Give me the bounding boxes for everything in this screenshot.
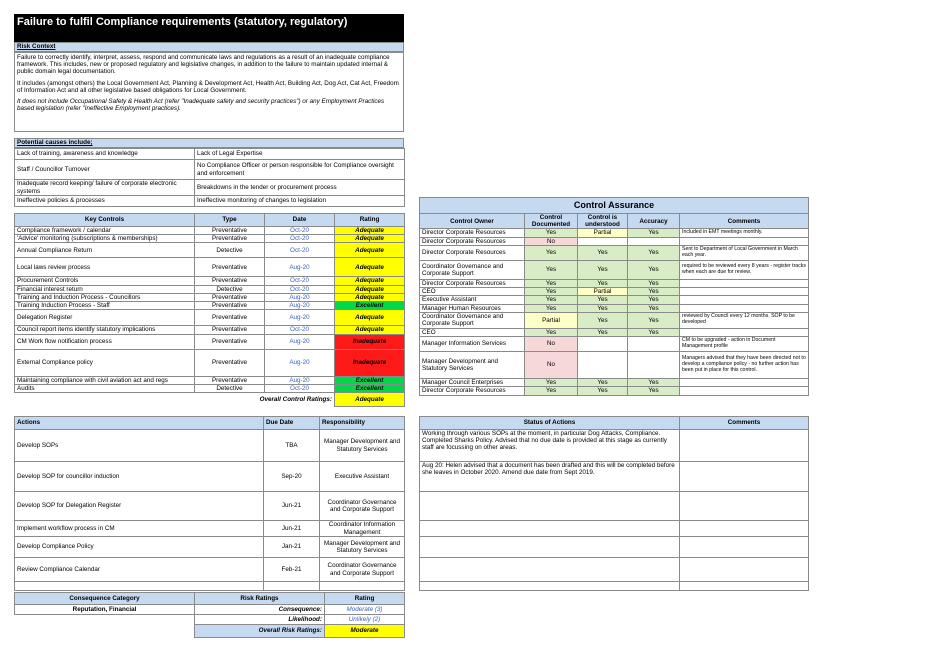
control-accuracy: Yes [628, 304, 680, 312]
action-responsibility: Coordinator Governance and Corporate Support [320, 492, 405, 521]
status-text [420, 558, 680, 582]
consequence-value: Moderate (3) [325, 605, 405, 615]
control-rating: Adequate [335, 285, 405, 293]
status-comment [680, 521, 809, 537]
cause-cell: Staff / Councillor Turnover [15, 160, 195, 180]
control-accuracy: Yes [628, 387, 680, 395]
control-documented: Yes [525, 279, 578, 287]
control-row [15, 302, 405, 310]
control-rating: Adequate [335, 235, 405, 243]
assurance-row [420, 279, 809, 287]
control-documented: Yes [525, 296, 578, 304]
control-owner: Manager Information Services [420, 337, 525, 352]
action-name: Develop Compliance Policy [15, 537, 264, 558]
empty-cell [15, 582, 264, 591]
control-understood: Yes [578, 304, 628, 312]
control-date: Oct-20 [265, 235, 335, 243]
controls-header-cell: Key Controls [15, 214, 195, 227]
action-name: Develop SOP for councillor induction [15, 462, 264, 492]
assurance-comment: CM to be upgraded - action in Document Management profile [680, 337, 809, 352]
control-owner: Executive Assistant [420, 296, 525, 304]
control-documented: Yes [525, 304, 578, 312]
control-name: Local laws review process [15, 258, 195, 277]
control-owner: Coordinator Governance and Corporate Support [420, 312, 525, 328]
action-due-date: TBA [264, 430, 320, 462]
assurance-row [420, 260, 809, 279]
control-name: Financial interest return [15, 285, 195, 293]
control-accuracy: Yes [628, 245, 680, 260]
control-documented: No [525, 237, 578, 245]
control-row [15, 235, 405, 243]
control-date: Oct-20 [265, 243, 335, 258]
action-name: Develop SOPs [15, 430, 264, 462]
status-row [420, 521, 809, 537]
action-name: Implement workflow process in CM [15, 521, 264, 537]
empty-cell [420, 582, 680, 591]
assurance-header-cell: Accuracy [628, 214, 680, 229]
control-documented: Yes [525, 245, 578, 260]
controls-header-cell: Rating [335, 214, 405, 227]
action-responsibility: Executive Assistant [320, 462, 405, 492]
cause-row [15, 160, 405, 180]
cause-cell: Inadequate record keeping/ failure of corporate electronic systems [15, 180, 195, 196]
control-owner: CEO [420, 288, 525, 296]
risk-rating-table [14, 592, 405, 638]
control-documented: Yes [525, 379, 578, 387]
control-type: Detective [195, 285, 265, 293]
assurance-header-cell: Comments [680, 214, 809, 229]
control-understood [578, 237, 628, 245]
control-name: External Compliance policy [15, 349, 195, 376]
controls-header-row [15, 214, 405, 227]
control-name: Audits [15, 384, 195, 392]
control-date: Aug-20 [265, 310, 335, 326]
control-row [15, 293, 405, 301]
control-understood: Yes [578, 296, 628, 304]
control-accuracy [628, 337, 680, 352]
control-understood: Yes [578, 312, 628, 328]
status-comment [680, 558, 809, 582]
assurance-row [420, 337, 809, 352]
control-accuracy: Yes [628, 279, 680, 287]
control-owner: Manager Council Enterprises [420, 379, 525, 387]
overall-risk-row [15, 625, 405, 638]
control-accuracy [628, 352, 680, 379]
control-type: Preventative [195, 258, 265, 277]
cause-row [15, 180, 405, 196]
empty-cell [15, 615, 195, 625]
assurance-comment: reviewed by Council every 12 months. SOP to be developed [680, 312, 809, 328]
control-name: CM Work flow notification process [15, 334, 195, 349]
status-header-row [420, 417, 809, 430]
assurance-row [420, 237, 809, 245]
control-documented: Yes [525, 229, 578, 237]
status-comment [680, 537, 809, 558]
cause-cell: Lack of Legal Expertise [195, 149, 405, 160]
status-comment [680, 492, 809, 521]
control-accuracy: Yes [628, 288, 680, 296]
control-documented: Yes [525, 260, 578, 279]
assurance-row [420, 229, 809, 237]
causes-heading: Potential causes include; [14, 138, 404, 148]
consequence-category: Reputation, Financial [15, 605, 195, 615]
action-name: Review Compliance Calendar [15, 558, 264, 582]
cause-cell: No Compliance Officer or person responsible for Compliance oversight and enforcement [195, 160, 405, 180]
control-name: Training Induction Process - Staff [15, 302, 195, 310]
control-row [15, 326, 405, 334]
control-row [15, 243, 405, 258]
control-name: Procurement Controls [15, 277, 195, 285]
empty-cell [320, 582, 405, 591]
control-name: Delegation Register [15, 310, 195, 326]
control-documented: Yes [525, 288, 578, 296]
actions-header-row [15, 417, 405, 430]
control-understood: Partial [578, 229, 628, 237]
assurance-comment: required to be reviewed every 8 years - register tracks when each are due for review. [680, 260, 809, 279]
control-date: Aug-20 [265, 302, 335, 310]
assurance-header-row [420, 214, 809, 229]
control-documented: Partial [525, 312, 578, 328]
assurance-comment [680, 237, 809, 245]
control-owner: Manager Development and Statutory Services [420, 352, 525, 379]
risk-context-paragraph-1: Failure to correctly identify, interpret, assess, respond and communicate laws and regulations as a result of an inadequate compliance framework. This includes, new or proposed regulatory and legislative changes, in addition to the failure to maintain updated internal & public domain legal documentation. [17, 54, 390, 76]
control-name: 'Advice' monitoring (subscriptions & memberships) [15, 235, 195, 243]
assurance-row [420, 379, 809, 387]
assurance-header-cell: Control Documented [525, 214, 578, 229]
action-name: Develop SOP for Delegation Register [15, 492, 264, 521]
cause-cell: Breakdowns in the tender or procurement process [195, 180, 405, 196]
status-comment [680, 430, 809, 462]
action-row [15, 558, 405, 582]
status-row [420, 492, 809, 521]
control-date: Aug-20 [265, 258, 335, 277]
control-date: Aug-20 [265, 349, 335, 376]
status-text: Aug 20: Helen advised that a document has been drafted and this will be completed before she leaves in October 2020. Amend due date from Sept 2019. [420, 462, 680, 492]
action-due-date: Sep-20 [264, 462, 320, 492]
control-type: Preventative [195, 293, 265, 301]
control-documented: No [525, 352, 578, 379]
control-rating: Adequate [335, 293, 405, 301]
control-name: Compliance framework / calendar [15, 227, 195, 235]
control-date: Oct-20 [265, 384, 335, 392]
assurance-row [420, 387, 809, 395]
control-rating: Adequate [335, 326, 405, 334]
control-type: Preventative [195, 376, 265, 384]
risk-header-row [15, 593, 405, 605]
empty-cell [680, 582, 809, 591]
control-owner: CEO [420, 328, 525, 336]
control-rating: Adequate [335, 243, 405, 258]
consequence-label: Consequence: [195, 605, 325, 615]
control-type: Preventative [195, 277, 265, 285]
assurance-header-cell: Control Owner [420, 214, 525, 229]
control-date: Aug-20 [265, 376, 335, 384]
risk-context-paragraph-2: It includes (amongst others) the Local Government Act, Planning & Development Act, Health Act, Building Act, Dog Act, Cat Act, Freedom of Information Act and all other legislative based obligations for Local Government. [17, 79, 399, 94]
control-understood: Yes [578, 279, 628, 287]
control-understood [578, 337, 628, 352]
assurance-row [420, 328, 809, 336]
status-row [420, 537, 809, 558]
control-understood: Yes [578, 260, 628, 279]
control-understood: Yes [578, 245, 628, 260]
control-understood: Yes [578, 328, 628, 336]
control-rating: Adequate [335, 227, 405, 235]
risk-context-heading: Risk Context [14, 42, 404, 52]
status-header-cell: Comments [680, 417, 809, 430]
control-date: Oct-20 [265, 227, 335, 235]
control-owner: Director Corporate Resources [420, 279, 525, 287]
cause-cell: Ineffective monitoring of changes to legislation [195, 196, 405, 207]
risk-context-paragraph-3: It does not include Occupational Safety & Health Act (refer "Inadequate safety and security practices") or any Employment Practices based legislation (refer "Ineffective Employment practices). [17, 98, 385, 113]
action-due-date: Jan-21 [264, 537, 320, 558]
empty-cell [15, 625, 195, 638]
actions-header-cell: Due Date [264, 417, 320, 430]
control-row [15, 384, 405, 392]
control-rating: Excellent [335, 384, 405, 392]
causes-table [14, 148, 405, 207]
control-owner: Coordinator Governance and Corporate Support [420, 260, 525, 279]
risk-header-cell: Risk Ratings [195, 593, 325, 605]
control-understood: Yes [578, 379, 628, 387]
action-due-date: Jun-21 [264, 521, 320, 537]
action-responsibility: Manager Development and Statutory Services [320, 430, 405, 462]
control-name: Council report items identify statutory implications [15, 326, 195, 334]
status-text [420, 521, 680, 537]
control-type: Detective [195, 384, 265, 392]
action-row [15, 537, 405, 558]
status-text [420, 492, 680, 521]
action-row [15, 462, 405, 492]
control-row [15, 285, 405, 293]
control-owner: Director Corporate Resources [420, 245, 525, 260]
control-documented: Yes [525, 328, 578, 336]
assurance-comment [680, 304, 809, 312]
overall-control-value: Adequate [335, 393, 405, 407]
control-row [15, 277, 405, 285]
actions-empty-row [15, 582, 405, 591]
cause-row [15, 196, 405, 207]
empty-cell [264, 582, 320, 591]
status-text: Working through various SOPs at the moment, in particular Dog Attacks, Compliance. Completed Sharks Policy. Advised that no due date is provided at this stage as currently staff are focussing on other areas. [420, 430, 680, 462]
control-type: Preventative [195, 310, 265, 326]
control-rating: Inadequate [335, 349, 405, 376]
status-row [420, 430, 809, 462]
control-rating: Adequate [335, 277, 405, 285]
actions-header-cell: Responsibility [320, 417, 405, 430]
action-row [15, 521, 405, 537]
action-row [15, 492, 405, 521]
control-type: Preventative [195, 227, 265, 235]
overall-control-label: Overall Control Ratings: [259, 396, 332, 404]
status-row [420, 462, 809, 492]
assurance-row [420, 352, 809, 379]
control-owner: Director Corporate Resources [420, 229, 525, 237]
control-row [15, 258, 405, 277]
control-date: Oct-20 [265, 285, 335, 293]
assurance-row [420, 288, 809, 296]
control-accuracy: Yes [628, 260, 680, 279]
control-date: Oct-20 [265, 277, 335, 285]
overall-risk-label: Overall Risk Ratings: [195, 625, 325, 638]
page-title: Failure to fulfil Compliance requirements (statutory, regulatory) [14, 14, 404, 42]
control-name: Annual Compliance Return [15, 243, 195, 258]
actions-header-cell: Actions [15, 417, 264, 430]
likelihood-label: Likelihood: [195, 615, 325, 625]
assurance-comment [680, 279, 809, 287]
key-controls-table [14, 213, 405, 407]
assurance-comment [680, 379, 809, 387]
control-row [15, 349, 405, 376]
control-date: Oct-20 [265, 326, 335, 334]
consequence-row [15, 605, 405, 615]
action-responsibility: Manager Development and Statutory Services [320, 537, 405, 558]
control-owner: Director Corporate Resources [420, 237, 525, 245]
cause-cell: Ineffective policies & processes [15, 196, 195, 207]
control-understood [578, 352, 628, 379]
control-type: Preventative [195, 235, 265, 243]
control-row [15, 334, 405, 349]
control-rating: Excellent [335, 376, 405, 384]
control-rating: Adequate [335, 310, 405, 326]
control-owner: Manager Human Resources [420, 304, 525, 312]
assurance-comment [680, 387, 809, 395]
actions-table [14, 416, 405, 591]
control-documented: No [525, 337, 578, 352]
control-date: Aug-20 [265, 334, 335, 349]
control-type: Preventative [195, 349, 265, 376]
control-type: Detective [195, 243, 265, 258]
likelihood-value: Unlikely (2) [325, 615, 405, 625]
assurance-row [420, 296, 809, 304]
risk-context-box [14, 52, 404, 132]
assurance-title: Control Assurance [420, 198, 809, 214]
action-responsibility: Coordinator Information Management [320, 521, 405, 537]
control-date: Aug-20 [265, 293, 335, 301]
control-type: Preventative [195, 326, 265, 334]
control-owner: Director Corporate Resources [420, 387, 525, 395]
assurance-comment [680, 288, 809, 296]
control-type: Preventative [195, 302, 265, 310]
controls-header-cell: Date [265, 214, 335, 227]
cause-cell: Lack of training, awareness and knowledge [15, 149, 195, 160]
assurance-comment: Managers advised that they have been directed not to develop a compliance policy - no further action has been put in place for this control. [680, 352, 809, 379]
control-accuracy: Yes [628, 229, 680, 237]
control-accuracy: Yes [628, 312, 680, 328]
control-rating: Excellent [335, 302, 405, 310]
control-accuracy [628, 237, 680, 245]
control-name: Training and Induction Process - Councillors [15, 293, 195, 301]
action-due-date: Jun-21 [264, 492, 320, 521]
status-text [420, 537, 680, 558]
action-responsibility: Coordinator Governance and Corporate Support [320, 558, 405, 582]
control-row [15, 310, 405, 326]
assurance-header-cell: Control is understood [578, 214, 628, 229]
status-comment [680, 462, 809, 492]
control-row [15, 376, 405, 384]
control-assurance-table [419, 197, 809, 396]
action-row [15, 430, 405, 462]
risk-header-cell: Rating [325, 593, 405, 605]
assurance-row [420, 312, 809, 328]
control-understood: Partial [578, 288, 628, 296]
control-rating: Adequate [335, 258, 405, 277]
action-due-date: Feb-21 [264, 558, 320, 582]
assurance-row [420, 304, 809, 312]
assurance-comment [680, 296, 809, 304]
control-understood: Yes [578, 387, 628, 395]
likelihood-row [15, 615, 405, 625]
control-accuracy: Yes [628, 296, 680, 304]
control-documented: Yes [525, 387, 578, 395]
status-table [419, 416, 809, 591]
control-accuracy: Yes [628, 379, 680, 387]
control-row [15, 227, 405, 235]
assurance-comment: Sent to Department of Local Government in March each year. [680, 245, 809, 260]
assurance-title-row [420, 198, 809, 214]
assurance-row [420, 245, 809, 260]
status-header-cell: Status of Actions [420, 417, 680, 430]
risk-header-cell: Consequence Category [15, 593, 195, 605]
overall-risk-value: Moderate [325, 625, 405, 638]
control-rating: Inadequate [335, 334, 405, 349]
controls-header-cell: Type [195, 214, 265, 227]
cause-row [15, 149, 405, 160]
status-empty-row [420, 582, 809, 591]
assurance-comment [680, 328, 809, 336]
overall-control-row [15, 393, 405, 407]
assurance-comment: Included in EMT meetings monthly. [680, 229, 809, 237]
control-name: Maintaining compliance with civil aviation act and regs [15, 376, 195, 384]
status-row [420, 558, 809, 582]
control-type: Preventative [195, 334, 265, 349]
control-accuracy: Yes [628, 328, 680, 336]
